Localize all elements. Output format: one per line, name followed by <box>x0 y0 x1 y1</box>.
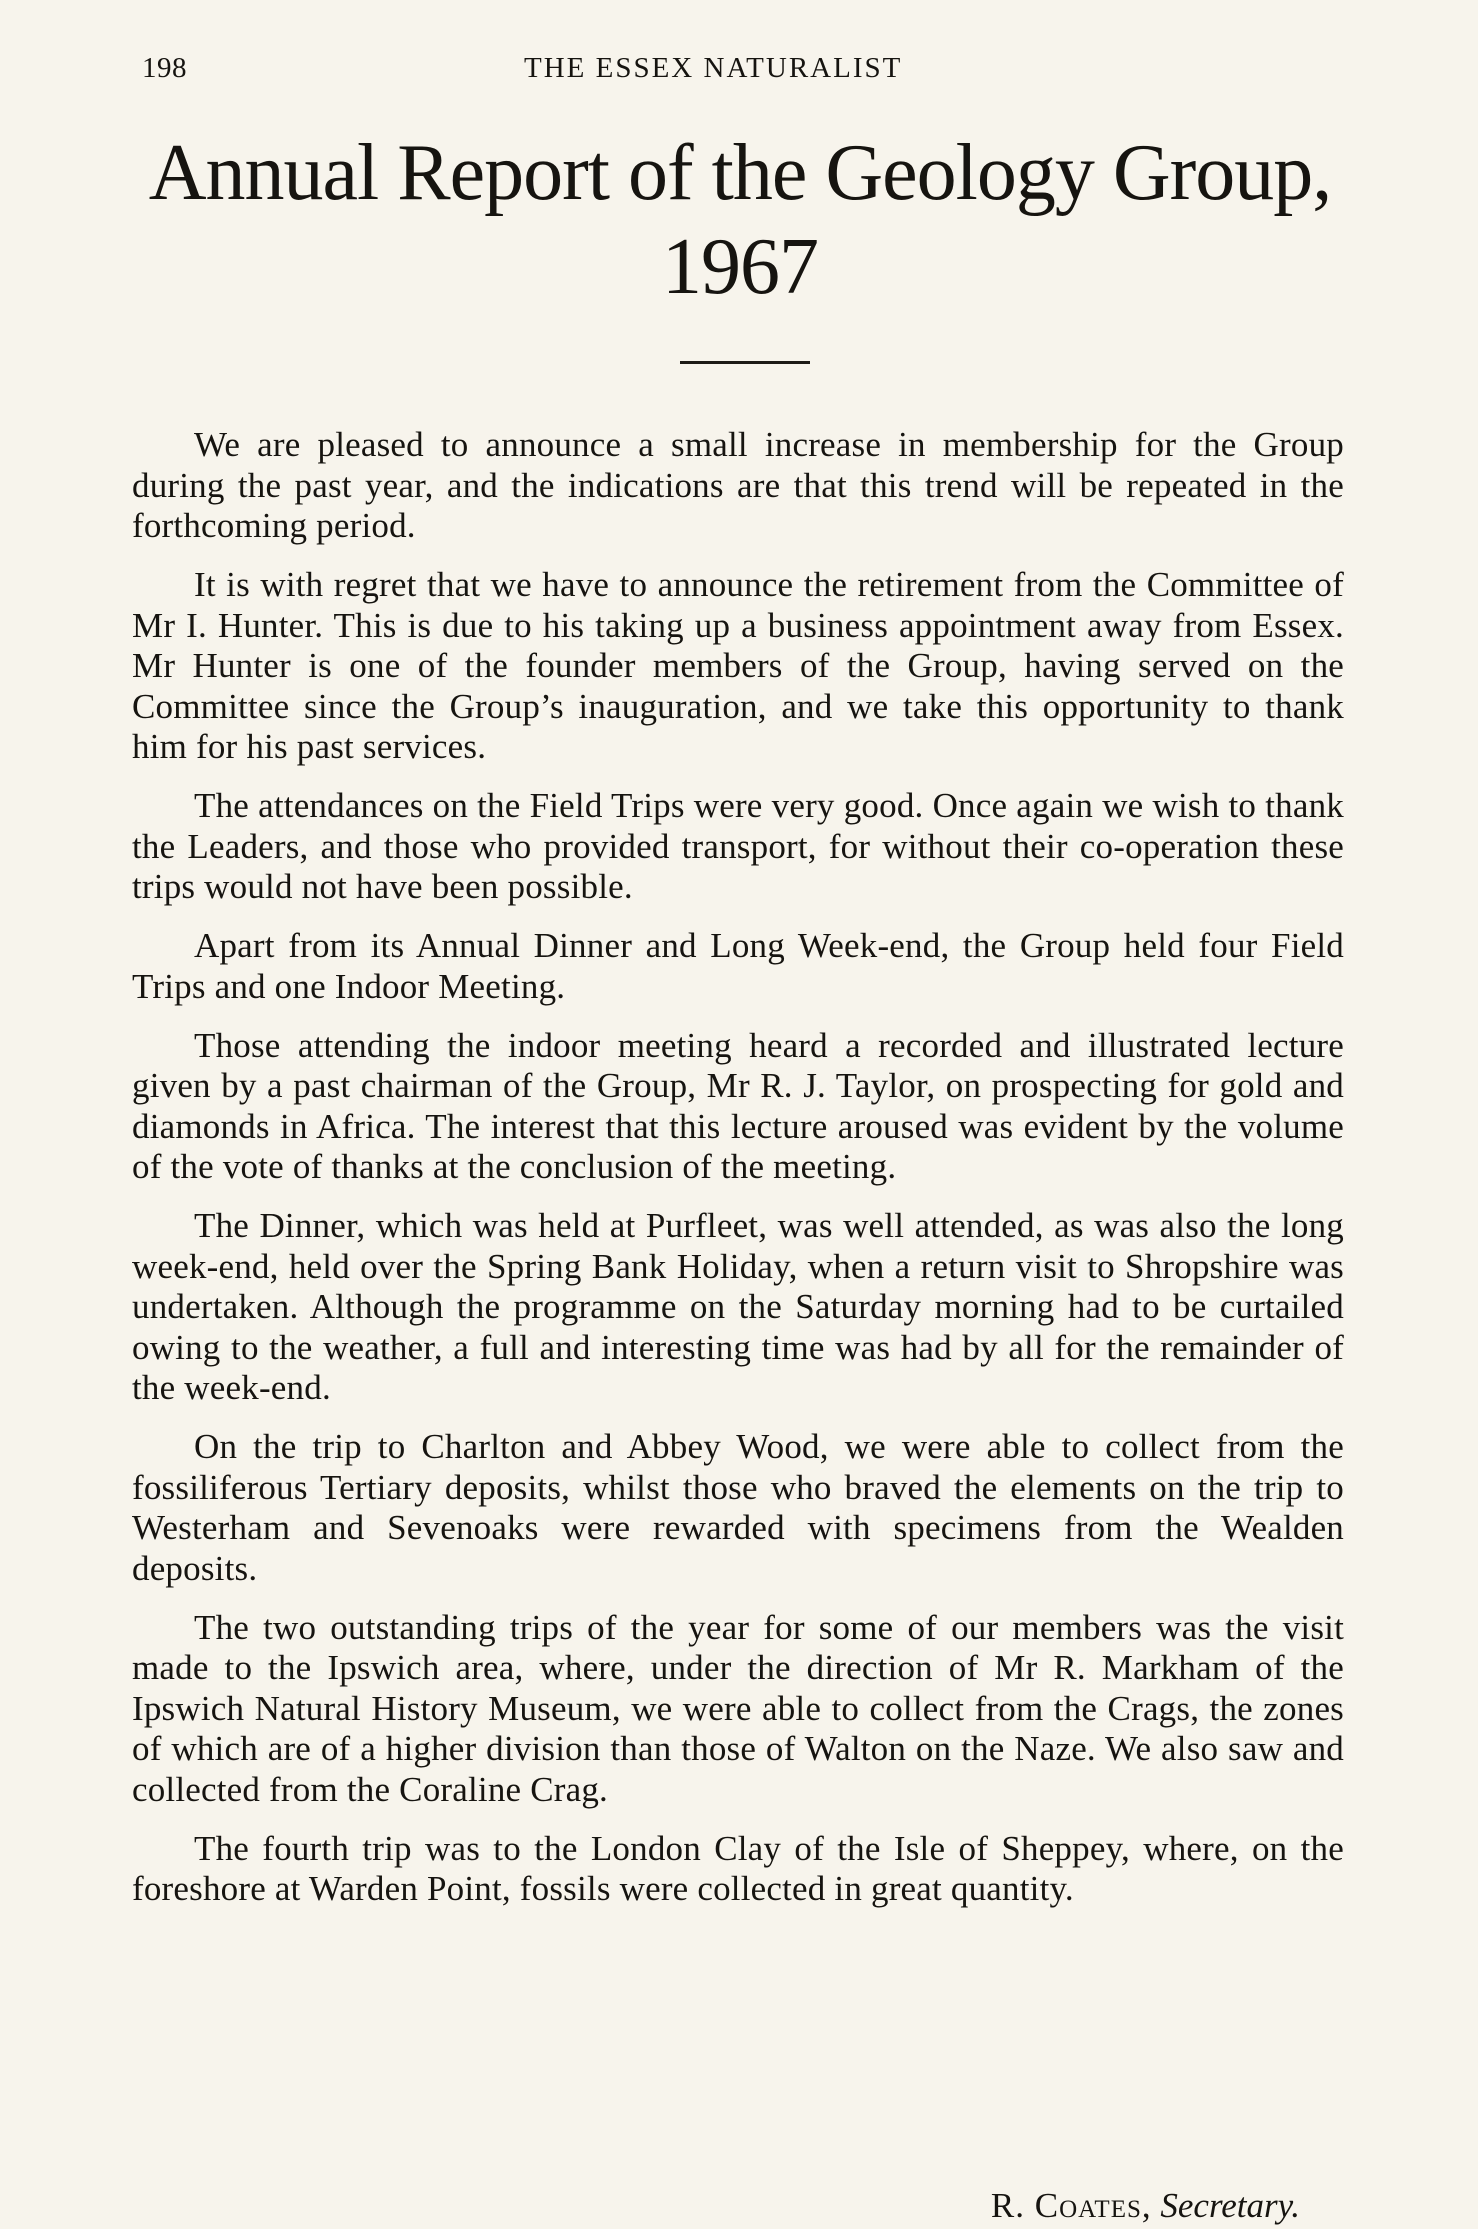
paragraph-charlton-westerham: On the trip to Charlton and Abbey Wood, we were able to collect from the fossiliferous Tertiary deposits, whilst those who braved the elements on the trip to Westerham and Sevenoaks were rewarded with specimens from the Wealden deposits. <box>132 1427 1344 1588</box>
paragraph-sheppey-trip: The fourth trip was to the London Clay of the Isle of Sheppey, where, on the foreshore at Warden Point, fossils were collected in great quantity. <box>132 1828 1344 1908</box>
signature-role: Secretary. <box>1160 2186 1300 2225</box>
paragraph-ipswich-trip: The two outstanding trips of the year for some of our members was the visit made to the Ipswich area, where, under the direction of Mr R. Markham of the Ipswich Natural History Museum, we were able to collect from the Crags, the zones of which are of a higher division than those of Walton on the Naze. We also saw and collected from the Coraline Crag. <box>132 1607 1344 1809</box>
paragraph-events-summary: Apart from its Annual Dinner and Long Week-end, the Group held four Field Trips and one Indoor Meeting. <box>132 926 1344 1006</box>
signature <box>900 2186 1300 2226</box>
signature-name: R. Coates, <box>990 2186 1152 2225</box>
report-title <box>120 126 1360 314</box>
report-title-year: 1967 <box>662 223 818 311</box>
journal-title: THE ESSEX NATURALIST <box>524 52 903 84</box>
report-body <box>132 425 1344 1910</box>
running-head <box>142 52 1342 92</box>
page-number: 198 <box>142 52 187 84</box>
paragraph-dinner-weekend: The Dinner, which was held at Purfleet, was well attended, as was also the long week-end, held over the Spring Bank Holiday, when a return visit to Shropshire was undertaken. Although the programme on the Saturday morning had to be curtailed owing to the weather, a full and interesting time was had by all for the remainder of the week-end. <box>132 1206 1344 1407</box>
report-title-line-1: Annual Report of the Geology Group, <box>148 129 1332 217</box>
title-divider <box>680 361 810 364</box>
paragraph-membership: We are pleased to announce a small increase in membership for the Group during the past year, and the indications are that this trend will be repeated in the forthcoming period. <box>132 425 1344 545</box>
paragraph-indoor-meeting: Those attending the indoor meeting heard a recorded and illustrated lecture given by a past chairman of the Group, Mr R. J. Taylor, on prospecting for gold and diamonds in Africa. The interest that this lecture aroused was evident by the volume of the vote of thanks at the conclusion of the meeting. <box>132 1025 1344 1186</box>
paragraph-field-trip-attendance: The attendances on the Field Trips were very good. Once again we wish to thank the Leaders, and those who provided transport, for without their co-operation these trips would not have been possible. <box>132 786 1344 906</box>
paragraph-committee-retirement: It is with regret that we have to announce the retirement from the Committee of Mr I. Hunter. This is due to his taking up a business appointment away from Essex. Mr Hunter is one of the founder members of the Group, having served on the Committee since the Group’s inauguration, and we take this opportunity to thank him for his past services. <box>132 565 1344 766</box>
